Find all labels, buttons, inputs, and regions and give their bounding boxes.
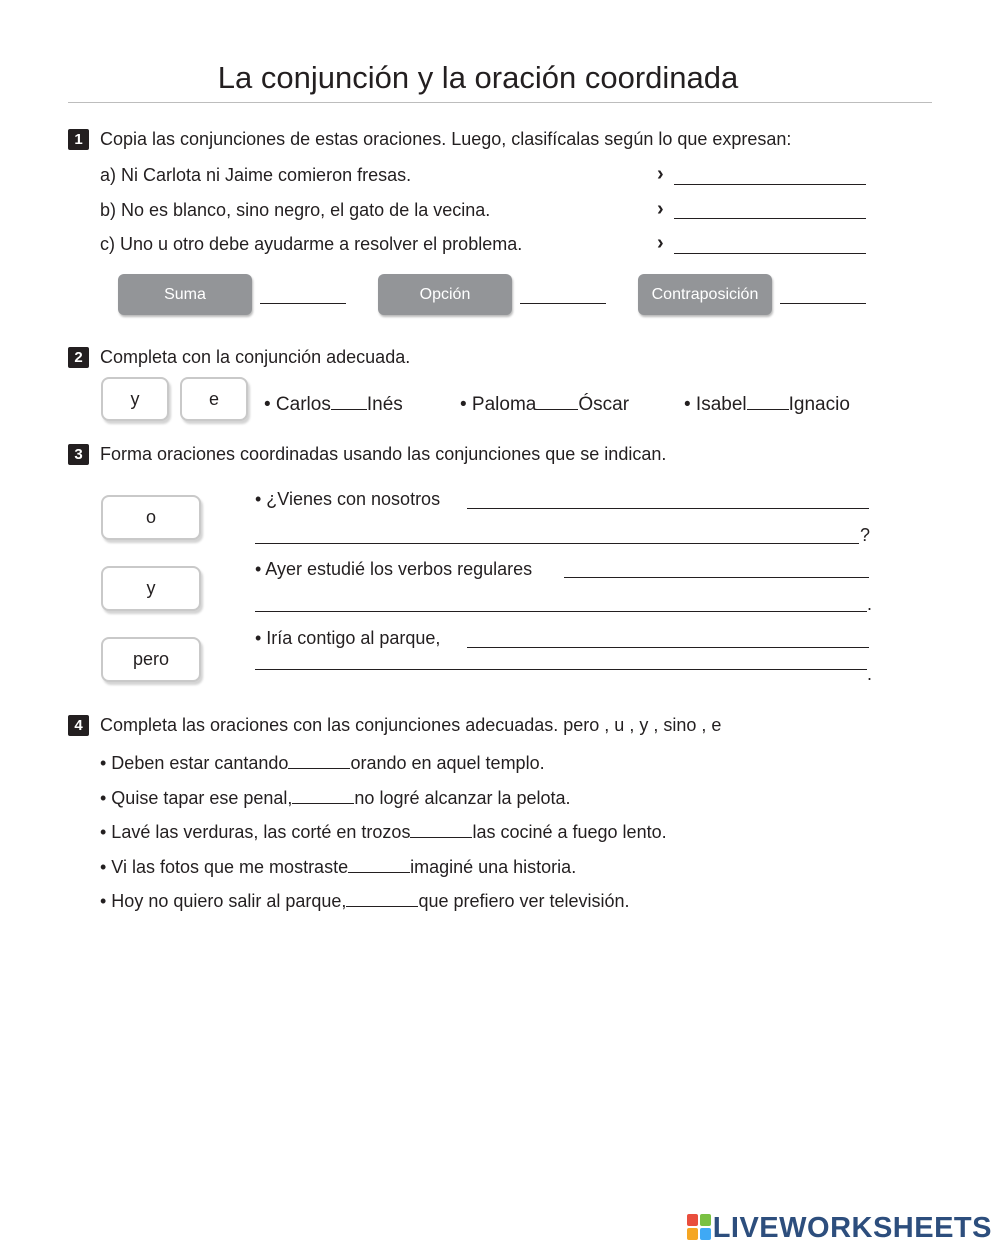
s4-sentence-1 — [100, 750, 545, 774]
s3-answer-3-line-1[interactable] — [467, 647, 869, 648]
s4-sentence-4 — [100, 854, 576, 878]
s1-answer-a[interactable] — [674, 184, 866, 185]
s4-sentence-1-end: orando en aquel templo. — [350, 753, 545, 773]
s3-sentence-3: • Iría contigo al parque, — [255, 628, 441, 648]
s3-answer-1-line-1[interactable] — [467, 508, 869, 509]
pair-2 — [460, 391, 629, 416]
s1-sentence-b: b) No es blanco, sino negro, el gato de la vecina. — [100, 200, 491, 220]
section-3-number: 3 — [68, 444, 89, 465]
category-suma-answer[interactable] — [260, 303, 346, 304]
s3-answer-2-line-2[interactable] — [255, 611, 867, 612]
conjunction-box-pero: pero — [101, 637, 201, 682]
s4-sentence-3-start: • Lavé las verduras, las corté en trozos — [100, 822, 411, 842]
s4-answer-5[interactable] — [346, 888, 418, 907]
s4-sentence-5 — [100, 888, 630, 912]
liveworksheets-logo-icon — [687, 1214, 711, 1240]
section-1-instruction: Copia las conjunciones de estas oraciones. Luego, clasifícalas según lo que expresan: — [100, 129, 792, 149]
pair-1-first: • Carlos — [264, 394, 331, 415]
s4-sentence-2 — [100, 785, 571, 809]
chevron-right-icon: › — [657, 198, 664, 220]
pair-2-answer[interactable] — [536, 391, 578, 410]
s3-answer-3-line-2[interactable] — [255, 669, 867, 670]
s1-sentence-a: a) Ni Carlota ni Jaime comieron fresas. — [100, 165, 412, 185]
s4-sentence-5-end: que prefiero ver televisión. — [418, 891, 630, 911]
pair-2-first: • Paloma — [460, 394, 537, 415]
conjunction-box-y: y — [101, 377, 169, 421]
liveworksheets-logo-text: LIVEWORKSHEETS — [712, 1212, 992, 1244]
s1-sentence-c: c) Uno u otro debe ayudarme a resolver el problema. — [100, 234, 523, 254]
s4-sentence-3 — [100, 819, 667, 843]
s4-sentence-5-start: • Hoy no quiero salir al parque, — [100, 891, 347, 911]
section-2-instruction: Completa con la conjunción adecuada. — [100, 347, 411, 367]
s3-end-3: . — [867, 664, 873, 684]
liveworksheets-logo — [687, 1212, 992, 1245]
s4-answer-1[interactable] — [288, 750, 350, 769]
pair-3-answer[interactable] — [747, 391, 789, 410]
chevron-right-icon: › — [657, 163, 664, 185]
conjunction-box-e: e — [180, 377, 248, 421]
section-2-number: 2 — [68, 347, 89, 368]
s4-answer-4[interactable] — [348, 854, 410, 873]
s1-answer-b[interactable] — [674, 218, 866, 219]
s4-sentence-1-start: • Deben estar cantando — [100, 753, 289, 773]
title-divider — [68, 102, 932, 103]
s3-sentence-1: • ¿Vienes con nosotros — [255, 489, 441, 509]
section-4-instruction: Completa las oraciones con las conjunciones adecuadas. pero , u , y , sino , e — [100, 715, 722, 735]
category-opcion-answer[interactable] — [520, 303, 606, 304]
s3-sentence-2: • Ayer estudié los verbos regulares — [255, 559, 533, 579]
s1-answer-c[interactable] — [674, 253, 866, 254]
category-contraposicion: Contraposición — [638, 274, 772, 315]
s3-end-1: ? — [860, 525, 871, 545]
s4-sentence-4-end: imaginé una historia. — [410, 857, 577, 877]
pair-2-second: Óscar — [578, 394, 630, 415]
s3-end-2: . — [867, 594, 873, 614]
s4-sentence-4-start: • Vi las fotos que me mostraste — [100, 857, 349, 877]
pair-1-answer[interactable] — [331, 391, 367, 410]
section-1-number: 1 — [68, 129, 89, 150]
conjunction-box-y: y — [101, 566, 201, 611]
conjunction-box-o: o — [101, 495, 201, 540]
s4-sentence-2-start: • Quise tapar ese penal, — [100, 788, 293, 808]
pair-3-second: Ignacio — [788, 394, 850, 415]
category-contraposicion-answer[interactable] — [780, 303, 866, 304]
pair-1-second: Inés — [366, 394, 403, 415]
section-4-number: 4 — [68, 715, 89, 736]
category-opcion: Opción — [378, 274, 512, 315]
s4-sentence-3-end: las cociné a fuego lento. — [472, 822, 667, 842]
s4-answer-3[interactable] — [410, 819, 472, 838]
pair-1 — [264, 391, 403, 416]
s4-sentence-2-end: no logré alcanzar la pelota. — [354, 788, 571, 808]
s4-answer-2[interactable] — [292, 785, 354, 804]
pair-3-first: • Isabel — [684, 394, 747, 415]
chevron-right-icon: › — [657, 232, 664, 254]
category-suma: Suma — [118, 274, 252, 315]
pair-3 — [684, 391, 850, 416]
s3-answer-1-line-2[interactable] — [255, 543, 859, 544]
s3-answer-2-line-1[interactable] — [564, 577, 869, 578]
section-3-instruction: Forma oraciones coordinadas usando las conjunciones que se indican. — [100, 444, 667, 464]
page-title: La conjunción y la oración coordinada — [217, 60, 739, 95]
